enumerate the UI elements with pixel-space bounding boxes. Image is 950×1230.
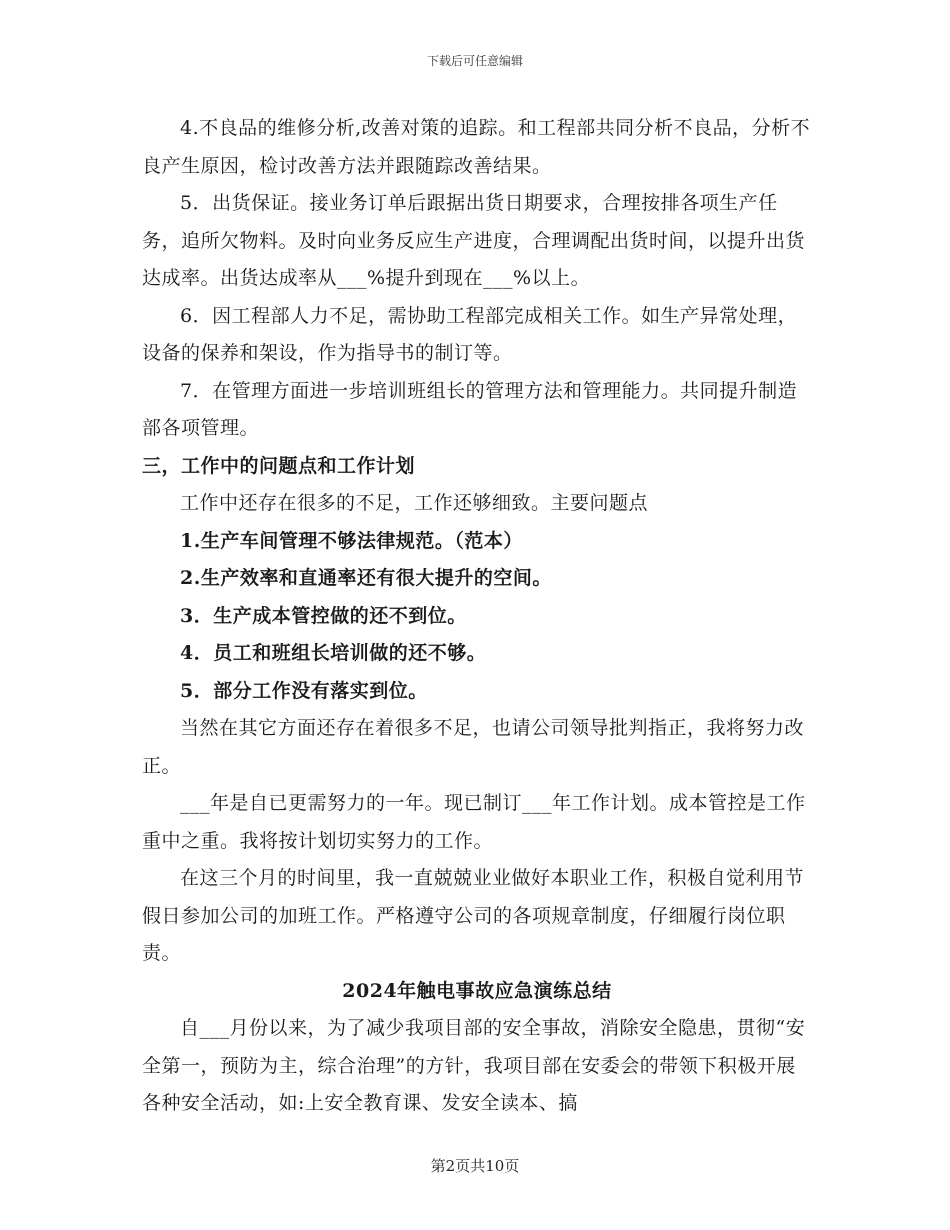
problem-item-2: 2.生产效率和直通率还有很大提升的空间。 — [180, 567, 552, 589]
closing-paragraph: 当然在其它方面还存在着很多不足，也请公司领导批判指正，我将努力改正。 — [142, 717, 805, 777]
document-body — [142, 110, 812, 1123]
summary-paragraph: 在这三个月的时间里，我一直兢兢业业做好本职业工作，积极自觉利用节假日参加公司的加班工作。严格遵守公司的各项规章制度，仔细履行岗位职责。 — [142, 867, 805, 964]
problem-item-4: 4．员工和班组长培训做的还不够。 — [180, 642, 487, 664]
paragraph-item-7: 7．在管理方面进一步培训班组长的管理方法和管理能力。共同提升制造部各项管理。 — [142, 379, 798, 439]
paragraph-item-4: 4.不良品的维修分析,改善对策的追踪。和工程部共同分析不良品，分析不良产生原因，检讨改善方法并跟随踪改善结果。 — [142, 117, 811, 177]
page-footer: 第2页共10页 — [430, 1157, 520, 1175]
paragraph-item-6: 6．因工程部人力不足，需协助工程部完成相关工作。如生产异常处理，设备的保养和架设，作为指导书的制订等。 — [142, 304, 798, 364]
page-header: 下载后可任意编辑 — [426, 54, 523, 68]
section-heading: 三，工作中的问题点和工作计划 — [142, 454, 416, 477]
document-title: 2024年触电事故应急演练总结 — [342, 979, 612, 1002]
problem-item-1: 1.生产车间管理不够法律规范。（范本） — [180, 529, 523, 552]
problem-item-5: 5．部分工作没有落实到位。 — [180, 679, 428, 702]
intro-paragraph: 自___月份以来，为了减少我项目部的安全事故，消除安全隐患，贯彻“安全第一，预防为主，综合治理”的方针，我项目部在安委会的带领下积极开展各种安全活动，如:上安全教育课、发安全读本、搞 — [142, 1017, 806, 1114]
problems-intro: 工作中还存在很多的不足，工作还够细致。主要问题点 — [180, 492, 649, 514]
paragraph-item-5: 5．出货保证。接业务订单后跟据出货日期要求，合理按排各项生产任务，追所欠物料。及时向业务反应生产进度，合理调配出货时间，以提升出货达成率。出货达成率从___%提升到现在___%以上。 — [142, 192, 806, 289]
plan-paragraph: ___年是自已更需努力的一年。现已制订___年工作计划。成本管控是工作重中之重。我将按计划切实努力的工作。 — [142, 792, 806, 852]
problem-item-3: 3．生产成本管控做的还不到位。 — [180, 604, 467, 627]
